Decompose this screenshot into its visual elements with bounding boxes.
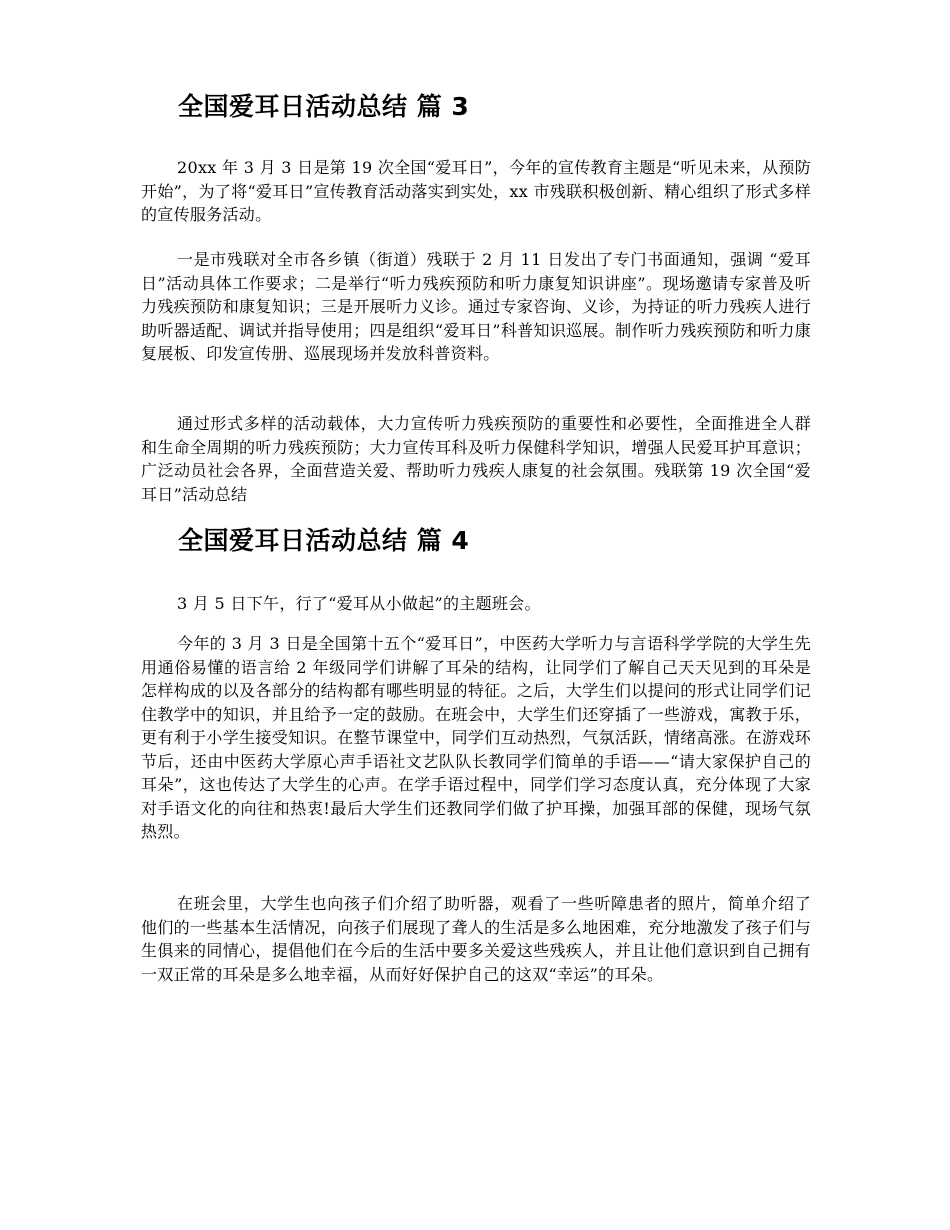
section-title-3: 全国爱耳日活动总结 篇 3 <box>178 92 470 121</box>
paragraph: 在班会里，大学生也向孩子们介绍了助听器，观看了一些听障患者的照片，简单介绍了他们的一些基本生活情况，向孩子们展现了聋人的生活是多么地困难，充分地激发了孩子们与生俱来的同情心，提倡他们在今后的生活中要多关爱这些残疾人，并且让他们意识到自己拥有一双正常的耳朵是多么地幸福，从而好好保护自己的这双“幸运”的耳朵。 <box>141 894 811 984</box>
paragraph: 一是市残联对全市各乡镇（街道）残联于 2 月 11 日发出了专门书面通知，强调 “爱耳日”活动具体工作要求；二是举行“听力残疾预防和听力康复知识讲座”。现场邀请专家普及听力残疾预防和康复知识；三是开展听力义诊。通过专家咨询、义诊，为持证的听力残疾人进行助听器适配、调试并指导使用；四是组织“爱耳日”科普知识巡展。制作听力残疾预防和听力康复展板、印发宣传册、巡展现场并发放科普资料。 <box>141 250 811 363</box>
section-title-4: 全国爱耳日活动总结 篇 4 <box>178 526 470 555</box>
paragraph: 3 月 5 日下午，行了“爱耳从小做起”的主题班会。 <box>177 594 541 613</box>
paragraph: 20xx 年 3 月 3 日是第 19 次全国“爱耳日”，今年的宣传教育主题是“听见未来，从预防开始”，为了将“爱耳日”宣传教育活动落实到实处，xx 市残联积极创新、精心组织了形式多样的宣传服务活动。 <box>141 158 811 224</box>
paragraph: 今年的 3 月 3 日是全国第十五个“爱耳日”，中医药大学听力与言语科学学院的大学生先用通俗易懂的语言给 2 年级同学们讲解了耳朵的结构，让同学们了解自己天天见到的耳朵是怎样构成的以及各部分的结构都有哪些明显的特征。之后，大学生们以提问的形式让同学们记住教学中的知识，并且给予一定的鼓励。在班会中，大学生们还穿插了一些游戏，寓教于乐，更有利于小学生接受知识。在整节课堂中，同学们互动热烈，气氛活跃，情绪高涨。在游戏环节后，还由中医药大学原心声手语社文艺队队长教同学们简单的手语——“请大家保护自己的耳朵”，这也传达了大学生的心声。在学手语过程中，同学们学习态度认真，充分体现了大家对手语文化的向往和热衷!最后大学生们还教同学们做了护耳操，加强耳部的保健，现场气氛热烈。 <box>141 634 811 841</box>
paragraph: 通过形式多样的活动载体，大力宣传听力残疾预防的重要性和必要性，全面推进全人群和生命全周期的听力残疾预防；大力宣传耳科及听力保健科学知识，增强人民爱耳护耳意识；广泛动员社会各界，全面营造关爱、帮助听力残疾人康复的社会氛围。残联第 19 次全国“爱耳日”活动总结 <box>141 414 811 504</box>
